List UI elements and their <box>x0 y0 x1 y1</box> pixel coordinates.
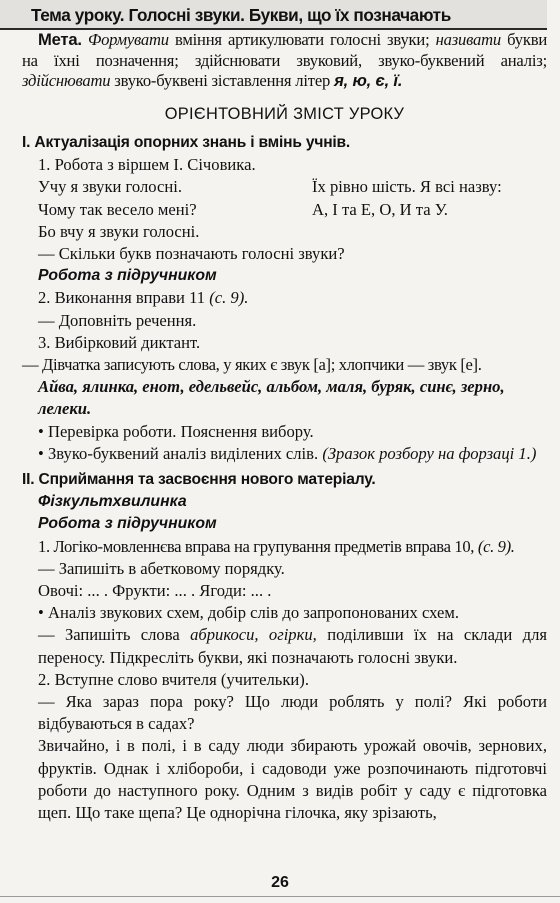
goal-text-3: звуко-буквені зіставлення літер <box>114 71 331 91</box>
part1-bullet2: • Звуко-буквений аналіз виділених слів. (Зразок розбору на форзаці 1.) <box>38 443 537 463</box>
part2-bullet1: • Аналіз звукових схем, добір слів до запропонованих схем. <box>38 603 460 623</box>
poem-line: Бо вчу я звуки голосні. <box>38 221 200 241</box>
page-ref: (с. 9). <box>209 288 249 308</box>
part2-item1-task: — Запишіть в абетковому порядку. <box>38 558 285 578</box>
poem-line: Чому так весело мені? <box>38 199 197 219</box>
part2-item1-line: Овочі: ... . Фрукти: ... . Ягоди: ... . <box>38 581 272 601</box>
part2-heading: ІІ. Сприймання та засвоєння нового матеріалу. <box>22 471 376 489</box>
part1-question: — Скільки букв позначають голосні звуки? <box>38 244 345 263</box>
part2-item2: 2. Вступне слово вчителя (учительки). <box>38 669 309 689</box>
section-title: ОРІЄНТОВНИЙ ЗМІСТ УРОКУ <box>164 104 405 123</box>
part2-item1: 1. Логіко-мовленнєва вправа на групування предметів вправа 10, (с. 9). <box>38 536 515 556</box>
part1-item2: 2. Виконання вправи 11 (с. 9). <box>38 288 249 308</box>
bottom-edge <box>0 896 560 903</box>
part2-textbook-heading: Робота з підручником <box>38 515 217 533</box>
poem-line: Їх рівно шість. Я всі назву: <box>312 177 502 197</box>
part1-textbook-heading: Робота з підручником <box>38 267 217 285</box>
part2-item2-text: Звичайно, і в полі, і в саду люди збирають урожай овочів, зернових, фруктів. Однак і хлібороби, і садоводи уже розпочинають підготовчі роботи до наступного року. Одним з видів робіт у саду є підготовка щеп. Що таке щепа? Це однорічна гілочка, яку зрізають, <box>38 736 547 823</box>
page-number: 26 <box>271 873 289 891</box>
part1-item2-task: — Доповніть речення. <box>38 310 197 330</box>
pe-break-heading: Фізкультхвилинка <box>38 493 187 511</box>
poem-line: А, І та Е, О, И та У. <box>312 199 448 219</box>
goal-text-2: букви на їхні позначення; здійснювати звуковий, звуко-буквений аналіз; <box>22 30 548 70</box>
poem <box>22 176 547 243</box>
goal-letters: я, ю, є, ї. <box>334 71 403 91</box>
lesson-goal <box>22 30 547 92</box>
part2-task2: — Запишіть слова абрикоси, огірки, поділивши їх на склади для переносу. Підкресліть букви, які позначають голосні звуки. <box>38 625 547 667</box>
poem-line: Учу я звуки голосні. <box>38 177 182 197</box>
lesson-topic: Тема уроку. Голосні звуки. Букви, що їх позначають <box>0 0 547 30</box>
part1-bullet1: • Перевірка роботи. Пояснення вибору. <box>38 421 314 441</box>
goal-verb-1: Формувати <box>87 30 169 49</box>
part1-item1: 1. Робота з віршем І. Січовика. <box>38 155 256 175</box>
goal-text-1: вміння артикулювати голосні звуки; <box>175 30 430 49</box>
part2-item2-question: — Яка зараз пора року? Що люди роблять у полі? Які роботи відбуваються в садах? <box>38 692 547 734</box>
dictation-words: Айва, ялинка, енот, едельвейс, альбом, маля, буряк, синє, зерно, лелеки. <box>38 377 505 419</box>
part1-item3-task: — Дівчатка записують слова, у яких є звук [а]; хлопчики — звук [е]. <box>22 355 482 375</box>
goal-verb-3: здійснювати <box>22 71 111 91</box>
goal-verb-2: називати <box>435 30 502 49</box>
part1-heading: І. Актуалізація опорних знань і вмінь учнів. <box>22 133 351 151</box>
goal-label: Мета. <box>38 30 82 49</box>
part1-item3: 3. Вибірковий диктант. <box>38 332 201 352</box>
